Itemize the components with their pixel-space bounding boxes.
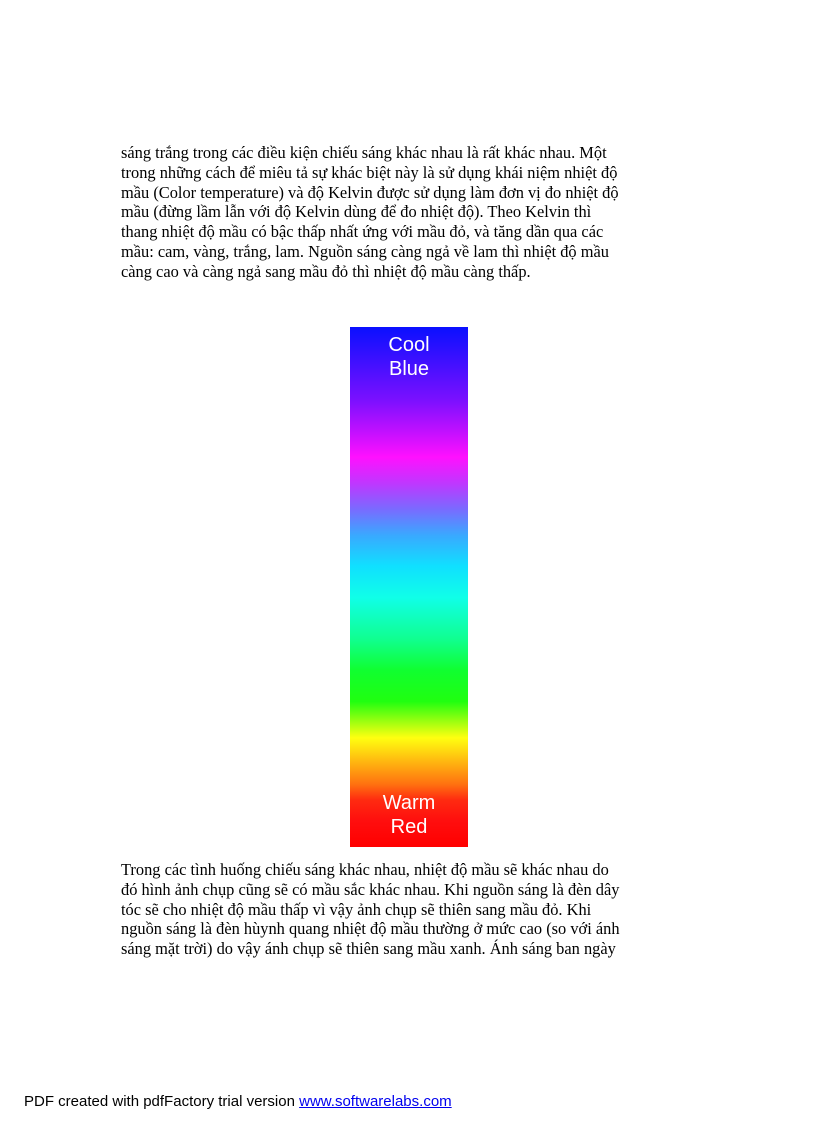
- softwarelabs-link[interactable]: www.softwarelabs.com: [299, 1093, 452, 1110]
- text-line: nguồn sáng là đèn hùynh quang nhiệt độ mầu thường ở mức cao (so với ánh: [121, 919, 620, 939]
- text-line: trong những cách để miêu tả sự khác biệt này là sử dụng khái niệm nhiệt độ: [121, 162, 618, 182]
- text-line: tóc sẽ cho nhiệt độ mầu thấp vì vậy ảnh chụp sẽ thiên sang mầu đỏ. Khi: [121, 899, 592, 919]
- text-line: mầu: cam, vàng, trắng, lam. Nguồn sáng càng ngả về lam thì nhiệt độ mầu: [121, 241, 609, 261]
- text-line: mầu (Color temperature) và độ Kelvin được sử dụng làm đơn vị đo nhiệt độ: [121, 182, 619, 202]
- red-label-line: Red: [390, 816, 428, 838]
- warm-red-label: [350, 791, 468, 839]
- text-line: sáng mặt trời) do vậy ánh chụp sẽ thiên sang mầu xanh. Ánh sáng ban ngày: [121, 939, 616, 959]
- text-line: đó hình ảnh chụp cũng sẽ có mầu sắc khác nhau. Khi nguồn sáng là đèn dây: [121, 879, 620, 899]
- text-line: mầu (đừng lầm lẫn với độ Kelvin dùng để đo nhiệt độ). Theo Kelvin thì: [121, 202, 592, 222]
- warm-label-line: Warm: [382, 792, 436, 814]
- text-line: Trong các tình huống chiếu sáng khác nhau, nhiệt độ mầu sẽ khác nhau do: [121, 860, 609, 879]
- text-line: càng cao và càng ngả sang mầu đỏ thì nhiệt độ mầu càng thấp.: [121, 261, 531, 281]
- footer-text: PDF created with pdfFactory trial version: [24, 1093, 300, 1110]
- text-line: thang nhiệt độ mầu có bậc thấp nhất ứng với mầu đỏ, và tăng dần qua các: [121, 222, 604, 242]
- cool-blue-label: [350, 333, 468, 381]
- paragraph-lighting-situations: [121, 860, 699, 959]
- color-temperature-spectrum-image: [350, 327, 468, 847]
- blue-label-line: Blue: [388, 358, 430, 380]
- text-line: sáng trắng trong các điều kiện chiếu sáng khác nhau là rất khác nhau. Một: [121, 143, 607, 162]
- cool-label-line: Cool: [388, 334, 430, 356]
- paragraph-color-temperature-intro: [121, 143, 699, 282]
- pdf-footer: [24, 1093, 452, 1111]
